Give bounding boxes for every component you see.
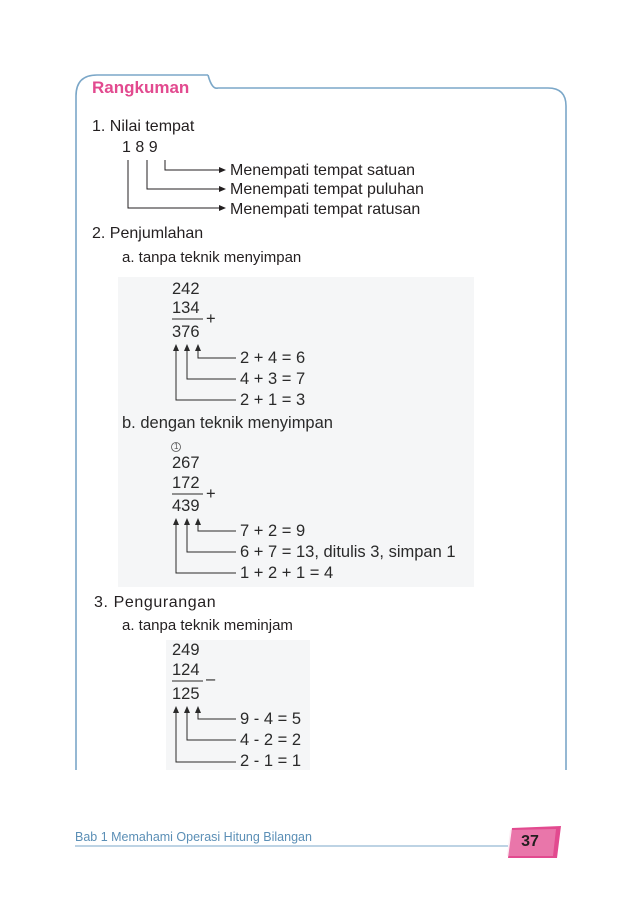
subtrahend: 124	[172, 661, 200, 679]
addend-b-2: 172	[172, 474, 200, 492]
section-2b-label: b. dengan teknik menyimpan	[122, 414, 333, 432]
addition-b-step-3: 1 + 2 + 1 = 4	[240, 564, 334, 582]
subtraction-step-3: 2 - 1 = 1	[240, 752, 301, 770]
section-3a-label: a. tanpa teknik meminjam	[122, 617, 293, 634]
plus-sign: +	[206, 310, 216, 328]
addend-b-1: 267	[172, 454, 200, 472]
addend-1: 242	[172, 280, 200, 298]
addition-b-step-1: 7 + 2 = 9	[240, 522, 306, 540]
section-3-label: 3. Pengurangan	[94, 594, 217, 611]
subtraction-step-2: 4 - 2 = 2	[240, 731, 301, 749]
place-value-digits: 1 8 9	[122, 139, 158, 156]
box-title: Rangkuman	[92, 78, 190, 97]
minus-sign: –	[206, 670, 216, 688]
section-1-label: 1. Nilai tempat	[92, 118, 195, 135]
addition-a-step-1: 2 + 4 = 6	[240, 349, 306, 367]
satuan-label: Menempati tempat satuan	[230, 162, 415, 179]
footer-chapter-title: Bab 1 Memahami Operasi Hitung Bilangan	[75, 830, 312, 844]
carry-digit: 1	[174, 442, 179, 451]
addition-b-step-2: 6 + 7 = 13, ditulis 3, simpan 1	[240, 543, 456, 561]
subtraction-step-1: 9 - 4 = 5	[240, 710, 301, 728]
ratusan-label: Menempati tempat ratusan	[230, 201, 421, 218]
page-number: 37	[521, 833, 539, 850]
addend-2: 134	[172, 299, 200, 317]
puluhan-label: Menempati tempat puluhan	[230, 181, 424, 198]
plus-sign-b: +	[206, 485, 216, 503]
difference-result: 125	[172, 685, 200, 703]
section-2-label: 2. Penjumlahan	[92, 225, 204, 242]
sum-result-b: 439	[172, 497, 200, 515]
addition-a-step-2: 4 + 3 = 7	[240, 370, 306, 388]
section-2a-label: a. tanpa teknik menyimpan	[122, 249, 302, 266]
minuend: 249	[172, 641, 200, 659]
sum-result: 376	[172, 323, 200, 341]
addition-a-step-3: 2 + 1 = 3	[240, 391, 306, 409]
